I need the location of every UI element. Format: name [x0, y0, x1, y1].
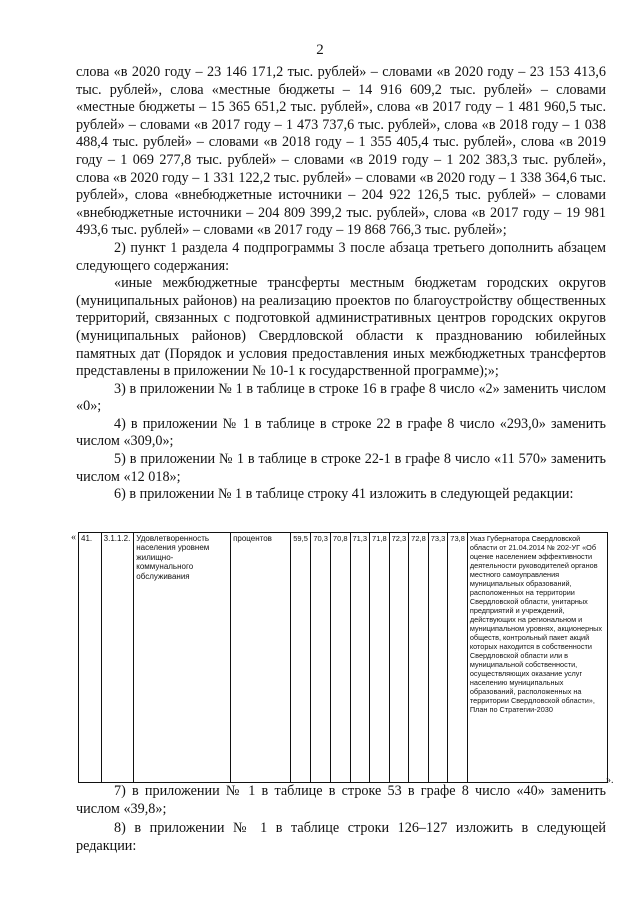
value-cell: 59,5 [290, 533, 311, 783]
value-cell: 71,3 [350, 533, 370, 783]
row-number: 41. [79, 533, 102, 783]
source-document: Указ Губернатора Свердловской области от 21.04.2014 № 202-УГ «Об оценке населением эффективности деятельности руководителей органов местного самоуправления муниципальных образований, расположенных на территории Свердловской области, унитарных предприятий и учреждений, действующих на региональном и муниципальном уровнях, акционерных обществ, контрольный пакет акций которых находится в собственности Свердловской области или в муниципальной собственности, осуществляющих оказание услуг населению муниципальных образований, расположенных на территории Свердловской области», План по Стратегии-2030 [467, 533, 607, 783]
paragraph: 6) в приложении № 1 в таблице строку 41 изложить в следующей редакции: [114, 486, 574, 503]
paragraph: слова «в 2020 году – 23 146 171,2 тыс. рублей» – словами «в 2020 году – 23 153 413,6 тыс. рублей», слова «местные бюджеты – 14 916 609,2 тыс. рублей» – словами «местные бюджеты – 15 365 651,2 тыс. рублей», слова «в 2017 году – 1 481 960,5 тыс. рублей» – словами «в 2017 году – 1 473 737,6 тыс. рублей», слова «в 2018 году – 1 038 488,4 тыс. рублей» – словами «в 2018 году – 1 355 405,4 тыс. рублей», слова «в 2019 году – 1 069 277,8 тыс. рублей» – словами «в 2019 году – 1 202 383,3 тыс. рублей», слова «в 2020 году – 1 331 122,2 тыс. рублей» – словами «в 2020 году – 1 338 364,6 тыс. рублей», слова «внебюджетные источники – 204 922 126,5 тыс. рублей» – словами «внебюджетные источники – 204 809 399,2 тыс. рублей», слова «в 2017 году – 19 981 493,6 тыс. рублей» – словами «в 2017 году – 19 868 766,3 тыс. рублей»; [76, 64, 606, 239]
document-body-bottom [76, 783, 606, 855]
row-code: 3.1.1.2. [101, 533, 134, 783]
paragraph: 8) в приложении № 1 в таблице строки 126–127 изложить в следующей редакции: [76, 820, 606, 854]
paragraph: 3) в приложении № 1 в таблице в строке 16 в графе 8 число «2» заменить числом «0»; [76, 380, 606, 415]
paragraph: «иные межбюджетные трансферты местным бюджетам городских округов (муниципальных районов) на реализацию проектов по благоустройству общественных территорий, связанных с подготовкой административных центров городских округов (муниципальных районов) Свердловской области к празднованию юбилейных памятных дат (Порядок и условия предоставления иных межбюджетных трансфертов представлены в приложении № 10-1 к государственной программе);»; [76, 275, 606, 380]
indicator-name: Удовлетворенность населения уровнем жилищно-коммунального обслуживания [134, 533, 231, 783]
table-row [79, 533, 608, 783]
value-cell: 72,8 [409, 533, 429, 783]
paragraph: 4) в приложении № 1 в таблице в строке 22 в графе 8 число «293,0» заменить числом «309,0»; [76, 415, 606, 450]
table-row-41-wrapper [78, 532, 608, 787]
table-quote-open: « [71, 532, 76, 543]
value-cell: 73,8 [448, 533, 468, 783]
value-cell: 72,3 [389, 533, 409, 783]
paragraph: 5) в приложении № 1 в таблице в строке 22-1 в графе 8 число «11 570» заменить числом «12 018»; [76, 451, 606, 485]
table-row-41 [78, 532, 608, 783]
paragraph: 2) пункт 1 раздела 4 подпрограммы 3 после абзаца третьего дополнить абзацем следующего содержания: [76, 239, 606, 274]
value-cell: 70,8 [330, 533, 350, 783]
value-cell: 70,3 [311, 533, 331, 783]
value-cell: 73,3 [428, 533, 448, 783]
paragraph: 7) в приложении № 1 в таблице в строке 53 в графе 8 число «40» заменить числом «39,8»; [76, 783, 606, 817]
value-cell: 71,8 [370, 533, 390, 783]
unit-of-measure: процентов [231, 533, 291, 783]
page-number: 2 [316, 42, 324, 58]
document-body-top [76, 64, 606, 504]
table-quote-close: ». [606, 775, 614, 786]
